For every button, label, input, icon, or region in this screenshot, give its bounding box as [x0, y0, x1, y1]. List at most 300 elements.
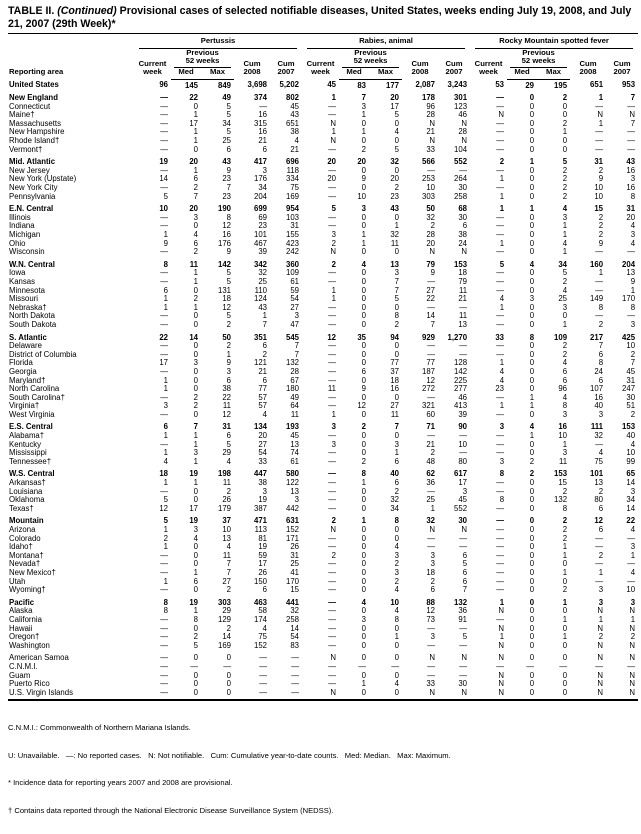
value-cell: 8 [499, 469, 505, 479]
value-cell: 0 [394, 653, 400, 663]
value-cell: 64 [290, 401, 300, 411]
value-cell: — [160, 311, 168, 321]
value-cell: 20 [626, 212, 636, 222]
value-cell: 0 [361, 559, 367, 569]
value-cell: — [160, 409, 168, 419]
table-row [8, 128, 638, 137]
table-row [8, 377, 638, 386]
value-cell: 4 [562, 285, 568, 295]
value-cell: 149 [590, 294, 604, 304]
value-cell: — [160, 687, 168, 697]
value-cell: 580 [286, 469, 300, 479]
value-cell: — [160, 144, 168, 154]
value-cell: 2 [562, 585, 568, 595]
reporting-area-cell: Illinois [9, 212, 31, 222]
value-cell: 0 [361, 221, 367, 231]
value-cell: 27 [390, 401, 400, 411]
value-cell: 0 [361, 319, 367, 329]
value-cell: 6 [262, 585, 267, 595]
value-cell: 2 [630, 349, 636, 359]
value-cell: 0 [529, 366, 535, 376]
value-cell: 3 [193, 358, 198, 368]
value-cell: 3 [462, 486, 468, 496]
value-cell: — [595, 247, 604, 257]
value-cell: 132 [554, 495, 568, 505]
value-cell: 4 [226, 542, 231, 552]
value-cell: 150 [253, 576, 267, 586]
value-cell: 39 [258, 247, 267, 257]
value-cell: 0 [361, 409, 367, 419]
value-cell: 2 [562, 93, 568, 103]
value-cell: 94 [390, 332, 400, 342]
value-cell: 0 [361, 576, 367, 586]
value-cell: 34 [390, 503, 400, 513]
value-cell: 3 [262, 165, 267, 175]
value-cell: 6 [562, 375, 568, 385]
reporting-area-cell: Mid. Atlantic [9, 157, 56, 167]
value-cell: 22 [222, 392, 231, 402]
value-cell: 2 [562, 191, 568, 201]
value-cell: 0 [529, 144, 535, 154]
table-row [8, 543, 638, 552]
value-cell: — [496, 533, 505, 543]
value-cell: 0 [529, 448, 535, 458]
value-cell: 124 [253, 294, 267, 304]
value-cell: 1 [562, 632, 568, 642]
value-cell: 3 [630, 486, 636, 496]
table-row [8, 552, 638, 561]
value-cell: 5 [226, 311, 231, 321]
value-cell: 6 [598, 349, 604, 359]
value-cell: — [160, 623, 168, 633]
value-cell: 31 [290, 221, 300, 231]
col-header-max: Max [369, 68, 402, 79]
reporting-area-cell: Guam [9, 670, 31, 680]
value-cell: 8 [499, 495, 505, 505]
value-cell: 0 [529, 341, 535, 351]
value-cell: 953 [622, 80, 636, 90]
value-cell: — [595, 576, 604, 586]
value-cell: — [328, 640, 337, 650]
value-cell: 7 [430, 319, 436, 329]
value-cell: 12 [594, 516, 604, 526]
value-cell: — [160, 127, 168, 137]
table-row [8, 526, 638, 535]
value-cell: 0 [226, 670, 231, 680]
value-cell: 552 [454, 157, 468, 167]
value-cell: 20 [426, 238, 436, 248]
table-row [8, 505, 638, 514]
reporting-area-cell: Hawaii [9, 623, 33, 633]
value-cell: 61 [290, 456, 300, 466]
value-cell: 123 [454, 101, 468, 111]
value-cell: — [328, 268, 337, 278]
value-cell: 1 [193, 136, 198, 146]
value-cell: 9 [226, 247, 231, 257]
value-cell: — [496, 127, 505, 137]
value-cell: 69 [258, 212, 267, 222]
value-cell: 28 [426, 230, 436, 239]
value-cell: 34 [626, 495, 636, 505]
reporting-area-header: Reporting area [9, 67, 64, 77]
table-row [8, 488, 638, 497]
value-cell: 0 [529, 238, 535, 248]
value-cell: 20 [189, 204, 198, 214]
value-cell: N [330, 653, 337, 663]
value-cell: 0 [361, 118, 367, 128]
value-cell: 12 [159, 503, 168, 513]
value-cell: — [496, 503, 505, 513]
value-cell: — [496, 165, 505, 175]
reporting-area-cell: Puerto Rico [9, 679, 50, 689]
value-cell: 1 [193, 302, 198, 312]
value-cell: 1 [163, 448, 168, 458]
value-cell: 0 [361, 341, 367, 351]
value-cell: 0 [361, 349, 367, 359]
value-cell: 14 [290, 623, 300, 633]
value-cell: 7 [361, 93, 367, 103]
value-cell: 0 [193, 375, 198, 385]
value-cell: 32 [390, 230, 400, 239]
value-cell: 441 [286, 597, 300, 607]
value-cell: 4 [630, 439, 636, 449]
value-cell: 696 [286, 157, 300, 167]
value-cell: — [328, 165, 337, 175]
value-cell: — [459, 640, 468, 650]
value-cell: — [160, 110, 168, 120]
value-cell: 0 [361, 268, 367, 278]
value-cell: 4 [630, 525, 636, 534]
value-cell: 25 [258, 276, 267, 286]
col-header-current-week: Current week [138, 58, 167, 77]
col-header-cum-2008: Cum 2008 [579, 58, 597, 77]
value-cell: 3 [331, 439, 337, 449]
value-cell: 651 [590, 80, 604, 90]
value-cell: — [328, 212, 337, 222]
table-row [8, 479, 638, 488]
value-cell: 2 [499, 157, 505, 167]
value-cell: 0 [529, 486, 535, 496]
value-cell: 247 [622, 384, 636, 394]
value-cell: — [328, 191, 337, 201]
value-cell: 1 [499, 597, 505, 607]
value-cell: — [496, 559, 505, 569]
value-cell: 2 [394, 486, 400, 496]
value-cell: — [459, 623, 468, 633]
value-cell: 47 [290, 319, 300, 329]
value-cell: 13 [458, 319, 468, 329]
value-cell: 1 [394, 632, 400, 642]
value-cell: 0 [529, 358, 535, 368]
value-cell: — [496, 439, 505, 449]
value-cell: — [328, 349, 337, 359]
value-cell: 23 [222, 174, 231, 184]
value-cell: — [496, 247, 505, 257]
value-cell: 1 [163, 542, 168, 552]
value-cell: 134 [253, 422, 267, 432]
value-cell: 6 [462, 221, 468, 231]
value-cell: 3 [361, 614, 367, 624]
value-cell: 59 [258, 550, 267, 560]
value-cell: 4 [394, 127, 400, 137]
value-cell: 2 [394, 576, 400, 586]
value-cell: 16 [258, 110, 267, 120]
value-cell: 0 [529, 221, 535, 231]
value-cell: 12 [327, 332, 337, 342]
value-cell: 802 [286, 93, 300, 103]
value-cell: 0 [361, 285, 367, 295]
value-cell: — [496, 392, 505, 402]
value-cell: 101 [253, 230, 267, 239]
value-cell: — [496, 101, 505, 111]
value-cell: 5 [226, 439, 231, 449]
value-cell: 90 [458, 422, 468, 432]
reporting-area-cell: North Carolina [9, 384, 60, 394]
value-cell: 80 [594, 495, 604, 505]
value-cell: — [160, 559, 168, 569]
value-cell: 9 [361, 174, 367, 184]
value-cell: 0 [529, 632, 535, 642]
value-cell: N [597, 687, 604, 697]
value-cell: — [427, 640, 436, 650]
value-cell: N [629, 687, 636, 697]
value-cell: — [595, 136, 604, 146]
value-cell: 29 [222, 448, 231, 458]
value-cell: 1 [193, 268, 198, 278]
value-cell: 929 [422, 332, 436, 342]
value-cell: — [328, 302, 337, 312]
reporting-area-cell: Texas† [9, 503, 34, 513]
value-cell: 22 [159, 332, 168, 342]
table-row [8, 287, 638, 296]
col-header-cum-2007: Cum 2007 [445, 58, 463, 77]
reporting-area-cell: E.N. Central [9, 204, 54, 214]
value-cell: 4 [630, 238, 636, 248]
value-cell: 2 [394, 319, 400, 329]
value-cell: — [328, 110, 337, 120]
value-cell: 153 [622, 422, 636, 432]
value-cell: 8 [630, 191, 636, 201]
group-header-pertussis: Pertussis [134, 34, 302, 49]
value-cell: 0 [361, 687, 367, 697]
value-cell: 4 [193, 230, 198, 239]
reporting-area-cell: Louisiana [9, 486, 43, 496]
value-cell: 25 [290, 559, 300, 569]
value-cell: 48 [426, 456, 436, 466]
value-cell: 1 [630, 614, 636, 624]
value-cell: 22 [626, 516, 636, 526]
value-cell: — [496, 221, 505, 231]
value-cell: 2 [529, 456, 535, 466]
value-cell: N [498, 687, 505, 697]
value-cell: 27 [222, 576, 231, 586]
value-cell: 11 [390, 238, 400, 248]
value-cell: — [259, 679, 267, 689]
value-cell: 2 [193, 632, 198, 642]
table-row [8, 513, 638, 526]
value-cell: — [358, 661, 367, 671]
value-cell: 0 [529, 230, 535, 239]
value-cell: 2 [598, 486, 604, 496]
value-cell: 0 [361, 358, 367, 368]
value-cell: 11 [189, 259, 198, 269]
group-header-rmsf: Rocky Mountain spotted fever [470, 34, 638, 49]
value-cell: 53 [495, 80, 505, 90]
value-cell: 1 [361, 238, 367, 248]
value-cell: 195 [554, 80, 568, 90]
value-cell: 4 [262, 409, 267, 419]
value-cell: 2 [562, 118, 568, 128]
value-cell: 61 [290, 276, 300, 286]
col-header-cum-2007: Cum 2007 [277, 58, 295, 77]
value-cell: — [496, 136, 505, 146]
value-cell: 0 [193, 366, 198, 376]
reporting-area-cell: Mississippi [9, 448, 47, 458]
reporting-area-cell: Massachusetts [9, 118, 62, 128]
value-cell: 6 [163, 422, 168, 432]
value-cell: 32 [258, 268, 267, 278]
value-cell: — [496, 409, 505, 419]
value-cell: 5 [163, 495, 168, 505]
value-cell: 7 [394, 422, 400, 432]
col-header-previous-52-weeks: Previous 52 weeks [171, 49, 234, 68]
value-cell: 204 [622, 259, 636, 269]
value-cell: 0 [361, 311, 367, 321]
table-row [8, 240, 638, 249]
value-cell: 155 [286, 230, 300, 239]
table-row [8, 441, 638, 450]
value-cell: 0 [361, 606, 367, 616]
value-cell: 31 [290, 550, 300, 560]
table-row [8, 663, 638, 672]
value-cell: 50 [222, 332, 231, 342]
value-cell: 351 [253, 332, 267, 342]
value-cell: 423 [286, 238, 300, 248]
value-cell: — [496, 431, 505, 441]
value-cell: N [629, 110, 636, 120]
table-row [8, 569, 638, 578]
value-cell: 4 [499, 294, 505, 304]
value-cell: 0 [394, 212, 400, 222]
reporting-area-cell: Virginia† [9, 401, 40, 411]
reporting-area-cell: American Samoa [9, 653, 69, 663]
value-cell: 2 [226, 585, 231, 595]
value-cell: N [429, 687, 436, 697]
value-cell: 190 [217, 204, 231, 214]
value-cell: — [427, 533, 436, 543]
value-cell: 1 [163, 431, 168, 441]
value-cell: 0 [529, 679, 535, 689]
value-cell: 103 [286, 212, 300, 222]
value-cell: — [328, 431, 337, 441]
value-cell: 8 [226, 212, 231, 222]
value-cell: N [597, 606, 604, 616]
value-cell: 0 [361, 136, 367, 146]
value-cell: — [160, 136, 168, 146]
value-cell: 0 [361, 542, 367, 552]
value-cell: 0 [529, 384, 535, 394]
value-cell: — [627, 533, 636, 543]
value-cell: 342 [253, 259, 267, 269]
value-cell: 142 [454, 366, 468, 376]
value-cell: 22 [426, 294, 436, 304]
reporting-area-cell: New Mexico† [9, 567, 56, 577]
value-cell: 3 [193, 212, 198, 222]
table-row [8, 402, 638, 411]
footnote-cnmi: C.N.M.I.: Commonwealth of Northern Mariana Islands. [8, 722, 191, 732]
value-cell: 39 [458, 409, 468, 419]
value-cell: 0 [193, 687, 198, 697]
value-cell: 0 [562, 606, 568, 616]
value-cell: 21 [258, 136, 267, 146]
value-cell: 1 [193, 127, 198, 137]
value-cell: 0 [529, 503, 535, 513]
value-cell: 2 [562, 525, 568, 534]
value-cell: 1 [499, 174, 505, 184]
value-cell: 1 [394, 448, 400, 458]
value-cell: 0 [193, 341, 198, 351]
value-cell: 14 [222, 632, 231, 642]
value-cell: — [160, 165, 168, 175]
footnote-asterisk: * Incidence data for reporting years 2007 and 2008 are provisional. [8, 778, 233, 788]
value-cell: 6 [598, 525, 604, 534]
value-cell: 19 [258, 542, 267, 552]
value-cell: 0 [529, 606, 535, 616]
value-cell: — [328, 469, 337, 479]
value-cell: 0 [193, 101, 198, 111]
value-cell: 26 [222, 495, 231, 505]
value-cell: 2 [361, 144, 367, 154]
value-cell: 0 [361, 670, 367, 680]
table-row [8, 120, 638, 129]
value-cell: — [291, 670, 300, 680]
value-cell: 0 [529, 550, 535, 560]
value-cell: 12 [426, 606, 436, 616]
value-cell: 1 [499, 632, 505, 642]
value-cell: 0 [529, 516, 535, 526]
value-cell: 0 [529, 623, 535, 633]
value-cell: 2 [226, 341, 231, 351]
reporting-area-cell: U.S. Virgin Islands [9, 687, 73, 697]
value-cell: N [629, 679, 636, 689]
value-cell: 0 [529, 653, 535, 663]
value-cell: — [328, 448, 337, 458]
value-cell: — [496, 576, 505, 586]
value-cell: 171 [286, 533, 300, 543]
value-cell: 11 [290, 409, 300, 419]
value-cell: 5 [226, 276, 231, 286]
value-cell: 3 [430, 632, 436, 642]
col-header-current-week: Current week [306, 58, 335, 77]
value-cell: 13 [626, 268, 636, 278]
value-cell: 7 [394, 285, 400, 295]
value-cell: 10 [159, 204, 168, 214]
value-cell: — [160, 349, 168, 359]
value-cell: 552 [454, 503, 468, 513]
value-cell: 21 [426, 439, 436, 449]
reporting-area-cell: Rhode Island† [9, 136, 60, 146]
value-cell: 5 [226, 110, 231, 120]
value-cell: 31 [626, 204, 636, 214]
value-cell: — [328, 144, 337, 154]
value-cell: 10 [558, 431, 568, 441]
value-cell: 13 [594, 478, 604, 488]
value-cell: 17 [258, 559, 267, 569]
value-cell: — [160, 247, 168, 257]
value-cell: N [330, 247, 337, 257]
value-cell: — [291, 653, 300, 663]
value-cell: — [160, 183, 168, 193]
